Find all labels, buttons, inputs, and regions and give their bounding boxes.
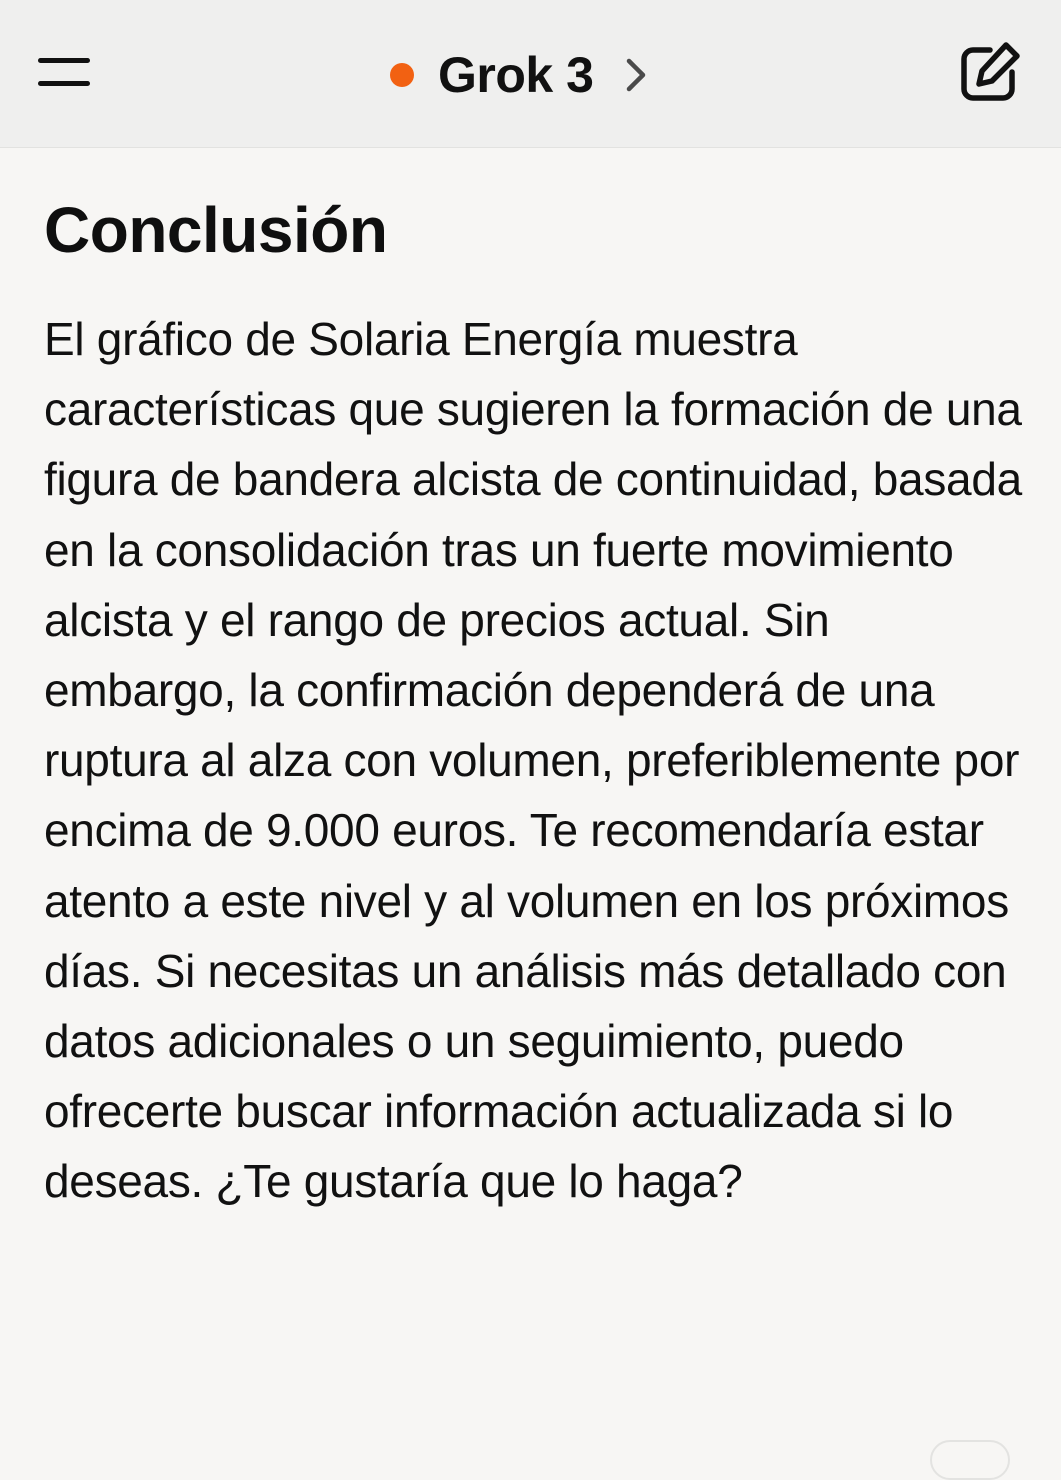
new-chat-edit-icon[interactable] bbox=[956, 40, 1022, 106]
model-name: Grok 3 bbox=[438, 47, 594, 103]
assistant-message bbox=[44, 190, 1024, 1217]
message-heading: Conclusión bbox=[44, 194, 388, 266]
top-bar bbox=[0, 0, 1061, 148]
menu-line-bottom bbox=[38, 81, 90, 86]
model-selector[interactable] bbox=[390, 40, 651, 110]
hamburger-menu-icon[interactable] bbox=[30, 48, 100, 98]
menu-line-top bbox=[38, 58, 90, 63]
status-dot bbox=[390, 63, 414, 87]
chevron-right-icon bbox=[621, 55, 651, 95]
scroll-button-partial[interactable] bbox=[930, 1440, 1010, 1480]
message-body: El gráfico de Solaria Energía muestra características que sugieren la formación de una figura de bandera alcista de continuidad, basada en la consolidación tras un fuerte movimiento alcista y el rango de precios actual. Sin embargo, la confirmación dependerá de una ruptura al alza con volumen, preferiblemente por encima de 9.000 euros. Te recomendaría estar atento a este nivel y al volumen en los próximos días. Si necesitas un análisis más detallado con datos adicionales o un seguimiento, puedo ofrecerte buscar información actualizada si lo deseas. ¿Te gustaría que lo haga? bbox=[44, 313, 1022, 1208]
